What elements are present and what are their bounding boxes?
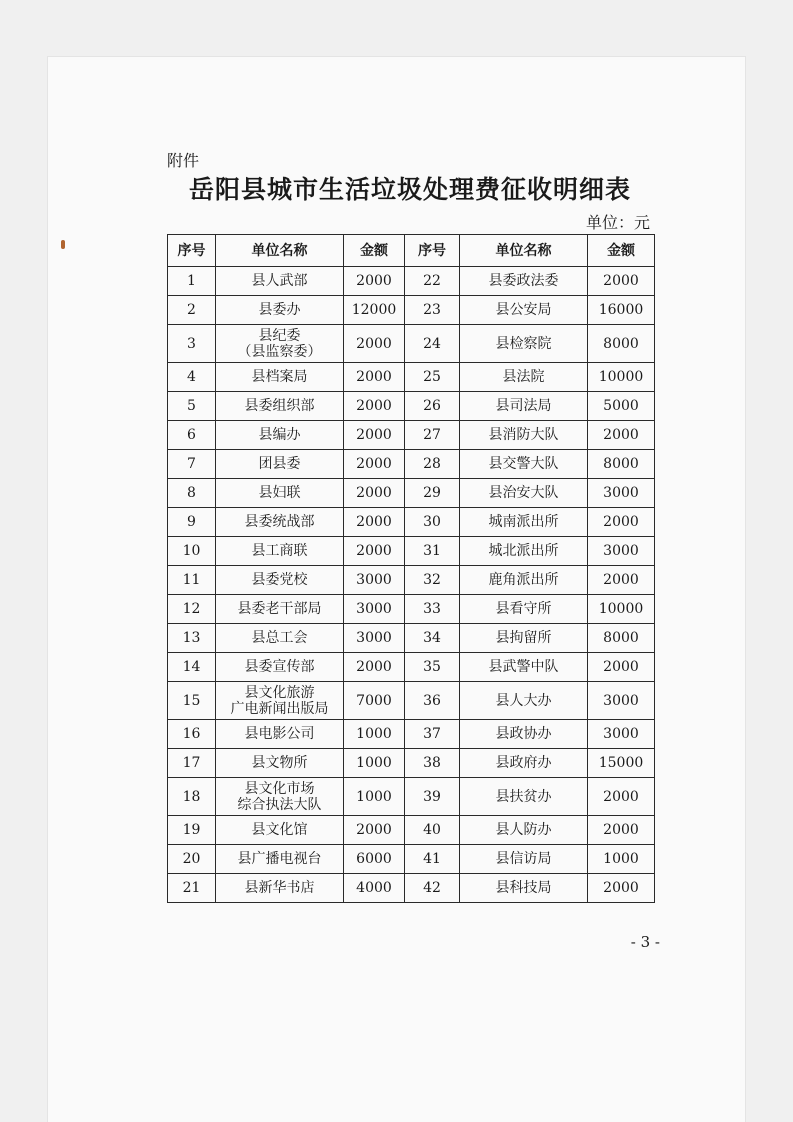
unit-name-cell: 县纪委 （县监察委）	[216, 325, 344, 363]
unit-name-cell: 县公安局	[460, 296, 588, 325]
table-row	[168, 392, 655, 421]
table-row	[168, 595, 655, 624]
serial-cell: 26	[405, 392, 460, 421]
amount-cell: 1000	[344, 778, 405, 816]
unit-name-cell: 城南派出所	[460, 508, 588, 537]
unit-name-cell: 县治安大队	[460, 479, 588, 508]
amount-cell: 2000	[588, 566, 655, 595]
amount-cell: 2000	[344, 421, 405, 450]
amount-cell: 1000	[344, 749, 405, 778]
serial-cell: 8	[168, 479, 216, 508]
amount-cell: 8000	[588, 450, 655, 479]
table-row	[168, 749, 655, 778]
serial-cell: 23	[405, 296, 460, 325]
unit-name-cell: 县委政法委	[460, 267, 588, 296]
amount-cell: 8000	[588, 325, 655, 363]
amount-cell: 12000	[344, 296, 405, 325]
unit-name-cell: 县委组织部	[216, 392, 344, 421]
table-row	[168, 816, 655, 845]
unit-name-cell: 县交警大队	[460, 450, 588, 479]
serial-cell: 25	[405, 363, 460, 392]
serial-cell: 24	[405, 325, 460, 363]
amount-cell: 2000	[344, 363, 405, 392]
serial-cell: 29	[405, 479, 460, 508]
serial-cell: 32	[405, 566, 460, 595]
serial-cell: 33	[405, 595, 460, 624]
serial-cell: 35	[405, 653, 460, 682]
table-row	[168, 537, 655, 566]
amount-cell: 10000	[588, 595, 655, 624]
amount-cell: 6000	[344, 845, 405, 874]
unit-name-cell: 县文物所	[216, 749, 344, 778]
header-serial-right: 序号	[405, 235, 460, 267]
serial-cell: 31	[405, 537, 460, 566]
amount-cell: 2000	[588, 421, 655, 450]
serial-cell: 37	[405, 720, 460, 749]
unit-name-cell: 县法院	[460, 363, 588, 392]
table-row	[168, 325, 655, 363]
table-row	[168, 566, 655, 595]
unit-name-cell: 县委党校	[216, 566, 344, 595]
serial-cell: 13	[168, 624, 216, 653]
serial-cell: 38	[405, 749, 460, 778]
unit-name-cell: 县看守所	[460, 595, 588, 624]
unit-name-cell: 城北派出所	[460, 537, 588, 566]
serial-cell: 9	[168, 508, 216, 537]
amount-cell: 8000	[588, 624, 655, 653]
serial-cell: 1	[168, 267, 216, 296]
serial-cell: 7	[168, 450, 216, 479]
table-row	[168, 508, 655, 537]
unit-name-cell: 鹿角派出所	[460, 566, 588, 595]
serial-cell: 15	[168, 682, 216, 720]
serial-cell: 42	[405, 874, 460, 903]
unit-name-cell: 县妇联	[216, 479, 344, 508]
serial-cell: 21	[168, 874, 216, 903]
amount-cell: 5000	[588, 392, 655, 421]
amount-cell: 2000	[344, 267, 405, 296]
unit-name-cell: 县总工会	[216, 624, 344, 653]
header-serial-left: 序号	[168, 235, 216, 267]
unit-name-cell: 县新华书店	[216, 874, 344, 903]
amount-cell: 10000	[588, 363, 655, 392]
unit-name-cell: 县委老干部局	[216, 595, 344, 624]
unit-label: 单位：元	[585, 213, 650, 232]
unit-name-cell: 县委办	[216, 296, 344, 325]
amount-cell: 2000	[344, 653, 405, 682]
amount-cell: 3000	[344, 595, 405, 624]
document-title: 岳阳县城市生活垃圾处理费征收明细表	[188, 175, 631, 204]
amount-cell: 2000	[344, 479, 405, 508]
amount-cell: 2000	[344, 325, 405, 363]
amount-cell: 4000	[344, 874, 405, 903]
amount-cell: 2000	[588, 778, 655, 816]
serial-cell: 3	[168, 325, 216, 363]
unit-name-cell: 县扶贫办	[460, 778, 588, 816]
table-row	[168, 845, 655, 874]
amount-cell: 2000	[588, 816, 655, 845]
table-row	[168, 653, 655, 682]
amount-cell: 2000	[588, 267, 655, 296]
serial-cell: 12	[168, 595, 216, 624]
table-row	[168, 363, 655, 392]
serial-cell: 36	[405, 682, 460, 720]
amount-cell: 2000	[588, 508, 655, 537]
serial-cell: 4	[168, 363, 216, 392]
unit-name-cell: 县信访局	[460, 845, 588, 874]
unit-name-cell: 县检察院	[460, 325, 588, 363]
amount-cell: 3000	[588, 720, 655, 749]
unit-name-cell: 县委统战部	[216, 508, 344, 537]
unit-name-cell: 县文化市场 综合执法大队	[216, 778, 344, 816]
table-row	[168, 778, 655, 816]
table-row	[168, 450, 655, 479]
amount-cell: 2000	[344, 508, 405, 537]
amount-cell: 3000	[588, 682, 655, 720]
serial-cell: 10	[168, 537, 216, 566]
unit-name-cell: 县广播电视台	[216, 845, 344, 874]
page-number: - 3 -	[630, 933, 660, 951]
serial-cell: 39	[405, 778, 460, 816]
table-row	[168, 874, 655, 903]
serial-cell: 16	[168, 720, 216, 749]
amount-cell: 7000	[344, 682, 405, 720]
table-row	[168, 720, 655, 749]
amount-cell: 3000	[344, 566, 405, 595]
unit-name-cell: 县人防办	[460, 816, 588, 845]
unit-name-cell: 县编办	[216, 421, 344, 450]
header-unit-name-right: 单位名称	[460, 235, 588, 267]
serial-cell: 6	[168, 421, 216, 450]
unit-name-cell: 县科技局	[460, 874, 588, 903]
unit-name-cell: 县文化旅游 广电新闻出版局	[216, 682, 344, 720]
table-row	[168, 267, 655, 296]
amount-cell: 2000	[588, 653, 655, 682]
table-row	[168, 296, 655, 325]
unit-name-cell: 县拘留所	[460, 624, 588, 653]
unit-name-cell: 县文化馆	[216, 816, 344, 845]
amount-cell: 15000	[588, 749, 655, 778]
amount-cell: 1000	[344, 720, 405, 749]
serial-cell: 41	[405, 845, 460, 874]
unit-name-cell: 县司法局	[460, 392, 588, 421]
serial-cell: 2	[168, 296, 216, 325]
serial-cell: 17	[168, 749, 216, 778]
unit-name-cell: 县人大办	[460, 682, 588, 720]
serial-cell: 30	[405, 508, 460, 537]
amount-cell: 3000	[344, 624, 405, 653]
serial-cell: 20	[168, 845, 216, 874]
unit-name-cell: 县电影公司	[216, 720, 344, 749]
serial-cell: 34	[405, 624, 460, 653]
amount-cell: 1000	[588, 845, 655, 874]
unit-name-cell: 县武警中队	[460, 653, 588, 682]
amount-cell: 2000	[344, 816, 405, 845]
amount-cell: 3000	[588, 479, 655, 508]
attachment-label: 附件	[167, 151, 200, 170]
serial-cell: 11	[168, 566, 216, 595]
table-row	[168, 624, 655, 653]
serial-cell: 22	[405, 267, 460, 296]
amount-cell: 3000	[588, 537, 655, 566]
amount-cell: 16000	[588, 296, 655, 325]
serial-cell: 27	[405, 421, 460, 450]
table-body	[168, 267, 655, 903]
serial-cell: 40	[405, 816, 460, 845]
table-row	[168, 479, 655, 508]
amount-cell: 2000	[344, 392, 405, 421]
unit-name-cell: 县人武部	[216, 267, 344, 296]
amount-cell: 2000	[344, 450, 405, 479]
unit-name-cell: 县工商联	[216, 537, 344, 566]
amount-cell: 2000	[344, 537, 405, 566]
unit-name-cell: 县消防大队	[460, 421, 588, 450]
serial-cell: 5	[168, 392, 216, 421]
unit-name-cell: 县政府办	[460, 749, 588, 778]
table-header-row	[168, 235, 655, 267]
header-unit-name-left: 单位名称	[216, 235, 344, 267]
serial-cell: 19	[168, 816, 216, 845]
scan-edge-mark	[61, 240, 65, 249]
unit-name-cell: 团县委	[216, 450, 344, 479]
header-amount-right: 金额	[588, 235, 655, 267]
unit-name-cell: 县档案局	[216, 363, 344, 392]
fee-table	[167, 234, 655, 903]
unit-name-cell: 县政协办	[460, 720, 588, 749]
serial-cell: 14	[168, 653, 216, 682]
unit-name-cell: 县委宣传部	[216, 653, 344, 682]
amount-cell: 2000	[588, 874, 655, 903]
table-row	[168, 682, 655, 720]
table-row	[168, 421, 655, 450]
serial-cell: 18	[168, 778, 216, 816]
header-amount-left: 金额	[344, 235, 405, 267]
serial-cell: 28	[405, 450, 460, 479]
